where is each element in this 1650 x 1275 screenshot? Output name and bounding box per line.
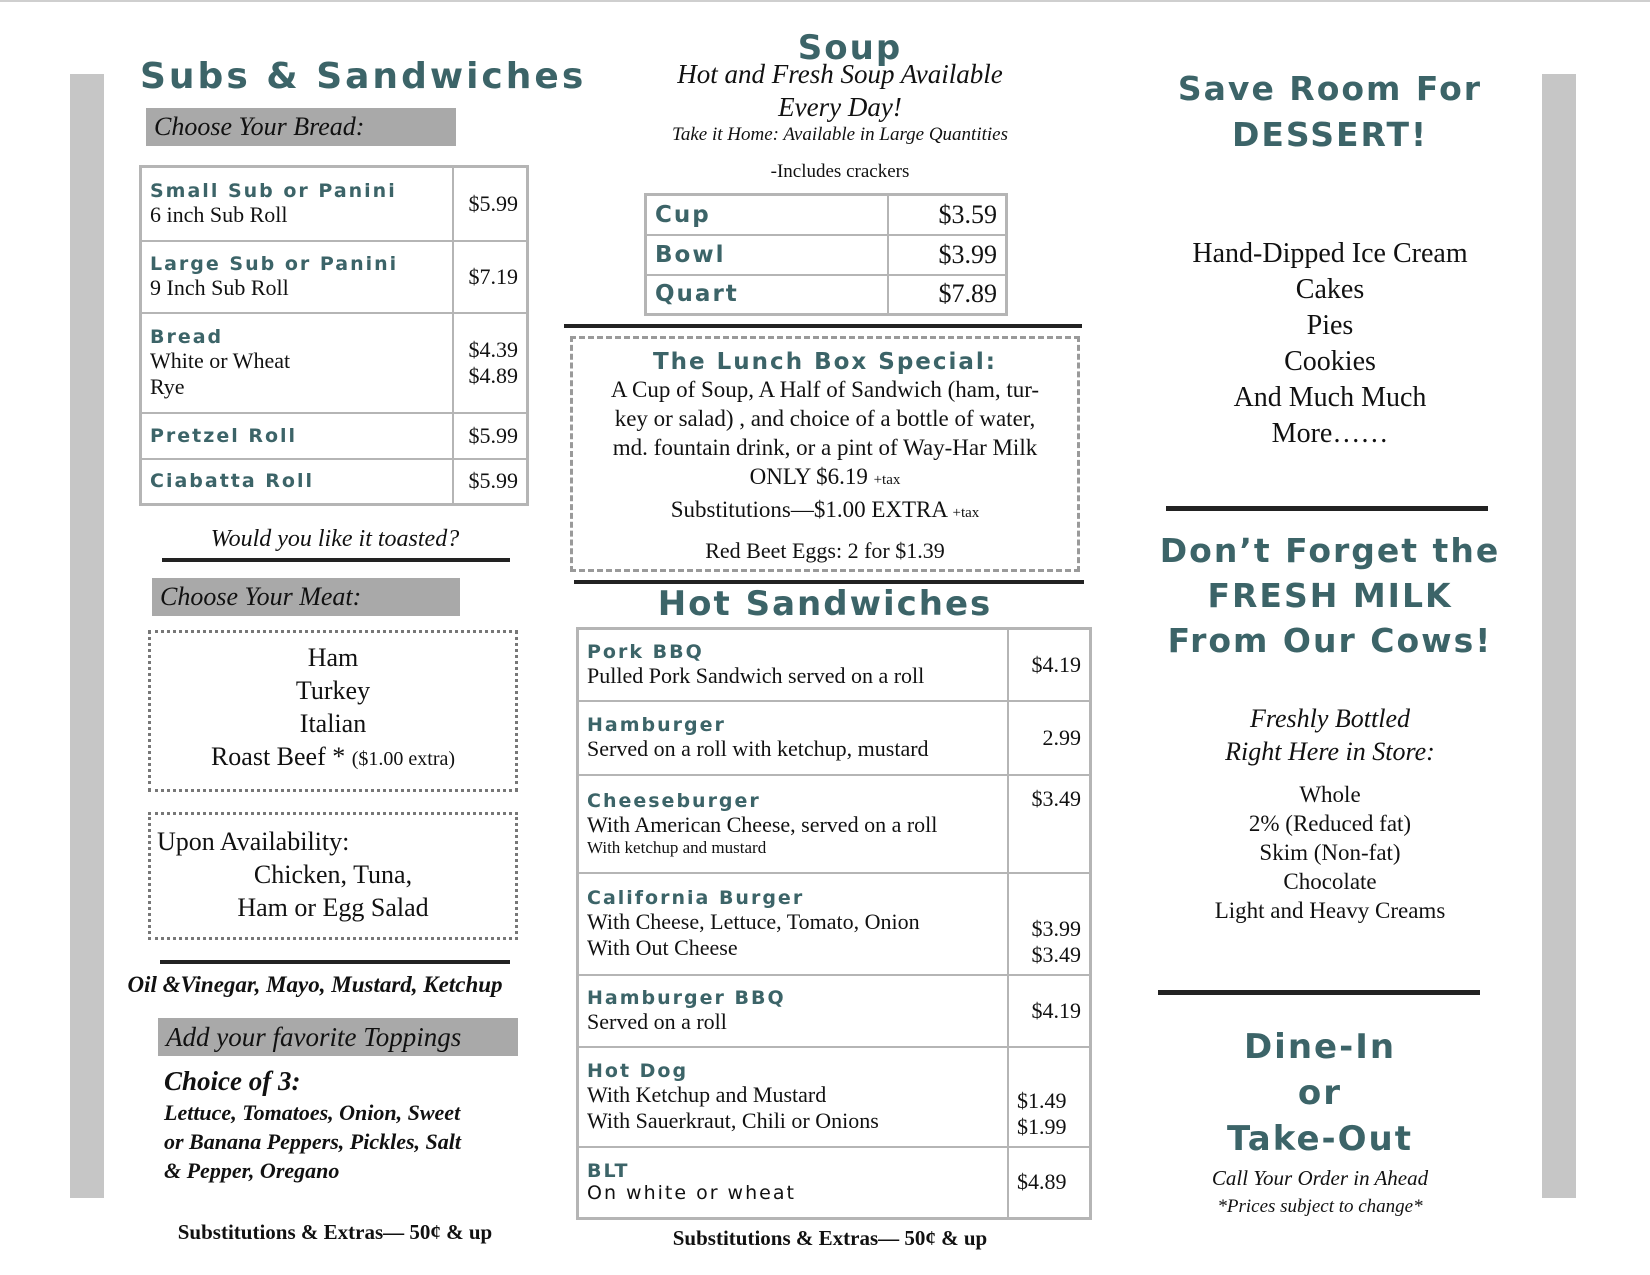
availability-item: Chicken, Tuna, [253,860,413,889]
lunch-box-special [570,336,1080,572]
item-title: Pork BBQ [587,640,704,663]
soup-size: Quart [655,281,739,308]
item-desc: White or Wheat [150,347,291,373]
beet-eggs: Red Beet Eggs: 2 for $1.39 [705,538,945,563]
top-border [0,0,1650,2]
availability-item: Ham or Egg Salad [237,893,429,922]
dessert-item: And Much Much [1233,382,1427,413]
bottled-line: Right Here in Store: [1225,737,1435,766]
divider [160,960,510,964]
meat-item: Ham [307,643,359,672]
table-row [646,195,1007,235]
crackers-note: -Includes crackers [770,161,910,182]
item-desc: With Cheese, Lettuce, Tomato, Onion [587,908,920,934]
item-price: $3.49 [1031,941,1081,967]
call-ahead: Call Your Order in Ahead [1211,1166,1429,1190]
tax-note: +tax [952,505,980,521]
toppings-line: Lettuce, Tomatoes, Onion, Sweet [164,1100,461,1125]
soup-price: $7.89 [888,275,1007,315]
table-row [578,701,1091,775]
bottled-note [1150,702,1510,768]
item-price: $1.99 [1017,1113,1067,1139]
milk-item: 2% (Reduced fat) [1248,811,1412,836]
milk-list [1150,780,1510,925]
dessert-list [1150,236,1510,452]
dessert-heading-line: Save Room For [1177,69,1483,108]
item-price: $5.99 [453,413,528,459]
dine-line: Dine-In [1243,1027,1397,1067]
condiments: Oil &Vinegar, Mayo, Mustard, Ketchup [127,972,503,997]
hot-substitutions: Substitutions & Extras— 50¢ & up [672,1226,988,1250]
meat-item: Turkey [295,676,371,705]
soup-tagline [610,58,1070,124]
table-row [646,275,1007,315]
table-row [578,1147,1091,1219]
price-note: *Prices subject to change* [1217,1196,1423,1217]
soup-size: Bowl [655,241,726,268]
item-price: $7.19 [453,241,528,313]
milk-heading-line: FRESH MILK [1207,576,1453,615]
item-price: $3.49 [1008,775,1091,873]
item-title: Cheeseburger [587,789,761,812]
item-title: Hamburger BBQ [587,986,786,1009]
table-row [141,241,528,313]
dessert-item: More…… [1271,418,1389,449]
dine-line: Take-Out [1227,1119,1413,1159]
soup-size: Cup [655,201,711,228]
divider [1166,506,1488,511]
dessert-item: Hand-Dipped Ice Cream [1192,238,1468,269]
table-row [578,1047,1091,1147]
choice-label: Choice of 3: [164,1066,301,1096]
item-price: $1.49 [1017,1087,1067,1113]
dessert-heading-line: DESSERT! [1231,115,1429,154]
table-row [578,873,1091,975]
item-price: $3.99 [1031,915,1081,941]
item-desc: 6 inch Sub Roll [150,201,288,227]
item-price: $4.19 [1008,629,1091,701]
lunch-box-price: ONLY $6.19 [749,464,868,489]
item-price: $4.19 [1008,975,1091,1047]
item-desc: Served on a roll [587,1008,727,1034]
divider [162,558,510,562]
lunch-box-title: The Lunch Box Special: [652,349,997,375]
divider [564,324,1082,328]
toppings-line: or Banana Peppers, Pickles, Salt [164,1129,462,1154]
availability-label: Upon Availability: [157,827,350,856]
soup-tagline-line: Hot and Fresh Soup Available [677,59,1003,89]
milk-heading [1150,528,1510,663]
toasted-question: Would you like it toasted? [210,526,460,552]
meat-item: Italian [299,709,367,738]
item-title: BLT [587,1160,630,1183]
item-desc: On white or wheat [587,1182,796,1205]
left-decorative-bar [70,74,104,1198]
availability-box [148,812,518,940]
soup-price: $3.99 [888,235,1007,275]
lunch-box-line: md. fountain drink, or a pint of Way-Har Milk [612,435,1038,460]
dessert-heading [1150,66,1510,158]
soup-heading: Soup [797,28,903,68]
subs-substitutions: Substitutions & Extras— 50¢ & up [177,1220,493,1244]
milk-heading-line: From Our Cows! [1167,621,1493,660]
table-row [578,629,1091,701]
soup-price: $3.59 [888,195,1007,235]
table-row [141,167,528,241]
tax-note: +tax [873,472,901,488]
milk-item: Light and Heavy Creams [1214,898,1446,923]
milk-item: Whole [1299,782,1361,807]
item-price: 2.99 [1008,701,1091,775]
item-desc: With American Cheese, served on a roll [587,811,938,837]
soup-table [644,193,1008,316]
item-desc: With Ketchup and Mustard [587,1081,827,1107]
table-row [578,975,1091,1047]
milk-item: Skim (Non-fat) [1259,840,1401,865]
dine-heading [1150,1024,1490,1162]
item-title: California Burger [587,886,805,909]
item-title: Hot Dog [587,1059,689,1082]
item-note: With ketchup and mustard [587,837,767,857]
subs-heading: Subs & Sandwiches [140,56,587,97]
hot-sandwiches-table [576,627,1092,1220]
toppings-line: & Pepper, Oregano [164,1158,340,1183]
item-title: Hamburger [587,713,726,736]
take-home-note: Take it Home: Available in Large Quantities [672,124,1008,145]
table-row [578,775,1091,873]
roast-beef-extra: ($1.00 extra) [351,748,456,770]
item-price: $4.89 [1008,1147,1091,1219]
meat-item: Roast Beef * ($1.00 extra) [210,742,456,771]
hot-sandwiches-heading: Hot Sandwiches [657,584,993,624]
lunch-box-substitutions: Substitutions—$1.00 EXTRA [670,497,947,522]
item-price: $5.99 [453,167,528,241]
meat-box [148,630,518,792]
dine-line: or [1297,1073,1343,1113]
lunch-box-line: key or salad) , and choice of a bottle of water, [614,406,1036,431]
item-title: Ciabatta Roll [150,470,315,493]
toppings-label: Add your favorite Toppings [158,1018,518,1056]
meat-label: Choose Your Meat: [152,578,460,616]
item-desc: 9 Inch Sub Roll [150,274,289,300]
item-title: Small Sub or Panini [150,179,397,202]
item-price: $5.99 [453,459,528,505]
bottled-line: Freshly Bottled [1249,704,1411,733]
divider [1158,990,1480,995]
milk-heading-line: Don’t Forget the [1159,531,1501,570]
item-desc: With Out Cheese [587,934,738,960]
item-price: $4.39 [468,336,518,362]
dessert-item: Cookies [1284,346,1376,377]
item-desc: Pulled Pork Sandwich served on a roll [587,662,925,688]
item-title: Bread [150,325,224,348]
item-desc: With Sauerkraut, Chili or Onions [587,1107,879,1133]
lunch-box-line: A Cup of Soup, A Half of Sandwich (ham, tur- [610,377,1040,402]
table-row [141,413,528,459]
item-title: Large Sub or Panini [150,252,399,275]
bread-label: Choose Your Bread: [146,108,456,146]
dessert-item: Pies [1306,310,1354,341]
item-title: Pretzel Roll [150,424,298,447]
dessert-item: Cakes [1295,274,1365,305]
right-decorative-bar [1542,74,1576,1198]
table-row [646,235,1007,275]
item-desc: Served on a roll with ketchup, mustard [587,735,929,761]
milk-item: Chocolate [1283,869,1377,894]
table-row [141,459,528,505]
item-price: $4.89 [468,362,518,388]
table-row [141,313,528,413]
toppings-list [164,1098,524,1185]
soup-tagline-line: Every Day! [778,92,902,122]
bread-table [139,165,529,506]
item-desc: Rye [150,373,185,399]
